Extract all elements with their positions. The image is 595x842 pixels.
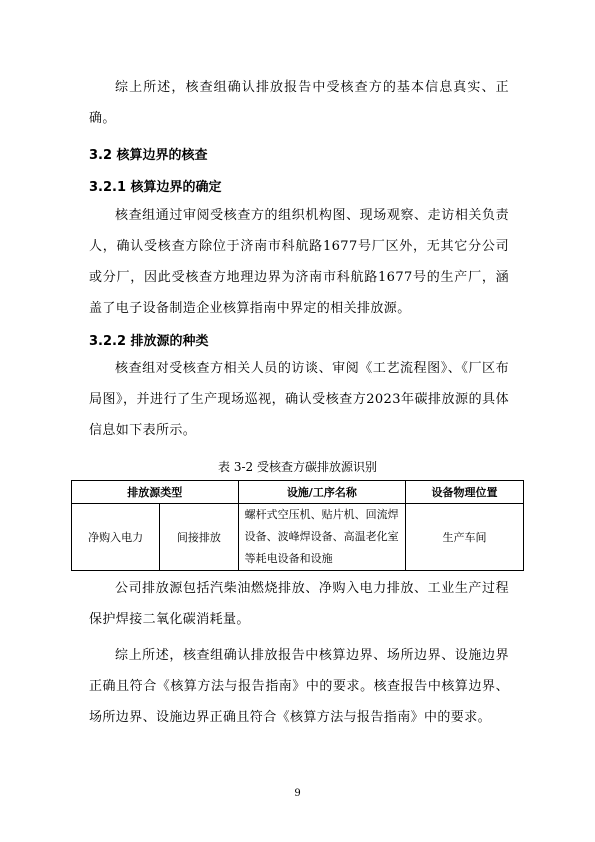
paragraph-company-emission-sources: 公司排放源包括汽柴油燃烧排放、净购入电力排放、工业生产过程保护焊接二氧化碳消耗量。 <box>89 581 509 627</box>
paragraph-basic-info-conclusion: 综上所述，核查组确认排放报告中受核查方的基本信息真实、正确。 <box>89 80 509 126</box>
table-header-row <box>72 481 524 504</box>
table-caption: 表 3-2 受核查方碳排放源识别 <box>218 460 377 474</box>
section-heading-3-2-2: 3.2.2 排放源的种类 <box>89 334 209 349</box>
emission-source-table <box>71 480 524 571</box>
section-heading-3-2: 3.2 核算边界的核查 <box>89 148 208 163</box>
cell-facilities: 螺杆式空压机、贴片机、回流焊设备、波峰焊设备、高温老化室等耗电设备和设施 <box>238 504 406 571</box>
page-number: 9 <box>294 788 301 799</box>
cell-source: 净购入电力 <box>72 504 160 571</box>
header-location: 设备物理位置 <box>406 481 524 504</box>
cell-emission-type: 间接排放 <box>160 504 238 571</box>
header-facility: 设施/工序名称 <box>238 481 406 504</box>
cell-location: 生产车间 <box>406 504 524 571</box>
section-heading-3-2-1: 3.2.1 核算边界的确定 <box>89 180 222 195</box>
paragraph-boundary-determination: 核查组通过审阅受核查方的组织机构图、现场观察、走访相关负责人，确认受核查方除位于济南市科航路1677号厂区外，无其它分公司或分厂，因此受核查方地理边界为济南市科航路1677号的生产厂，涵盖了电子设备制造企业核算指南中界定的相关排放源。 <box>89 208 509 316</box>
table-row <box>72 504 524 571</box>
paragraph-emission-source-types: 核查组对受核查方相关人员的访谈、审阅《工艺流程图》、《厂区布局图》，并进行了生产现场巡视，确认受核查方2023年碳排放源的具体信息如下表所示。 <box>89 361 509 438</box>
header-source-type: 排放源类型 <box>72 481 239 504</box>
paragraph-boundary-conclusion: 综上所述，核查组确认排放报告中核算边界、场所边界、设施边界正确且符合《核算方法与报告指南》中的要求。核查报告中核算边界、场所边界、设施边界正确且符合《核算方法与报告指南》中的要求。 <box>89 648 509 725</box>
